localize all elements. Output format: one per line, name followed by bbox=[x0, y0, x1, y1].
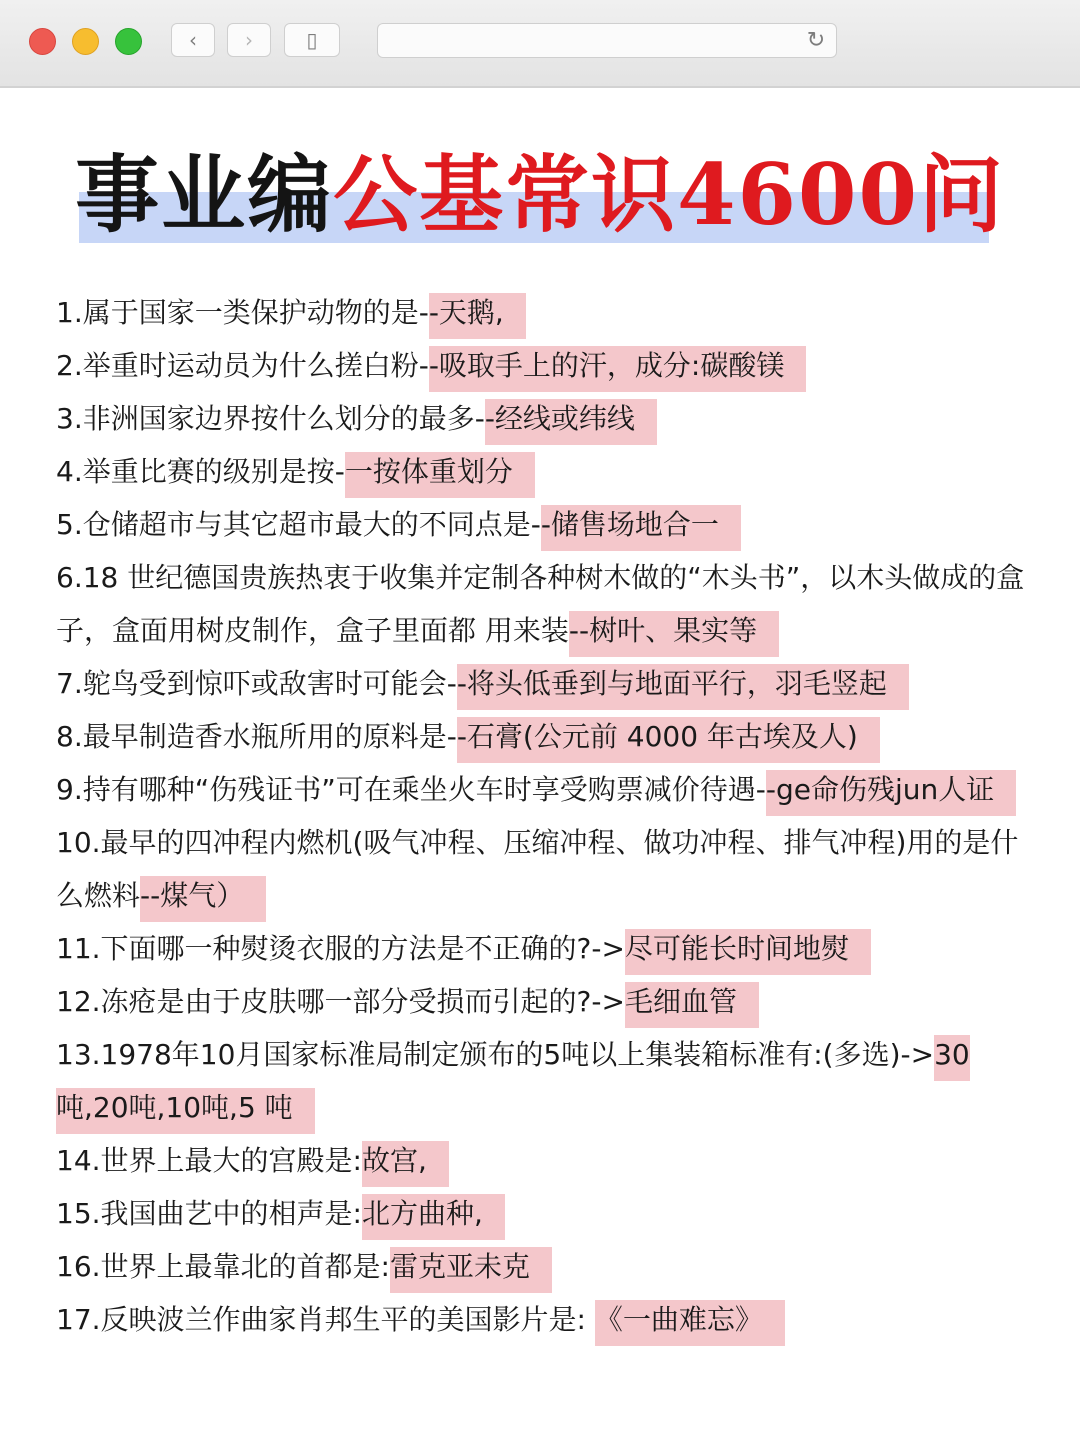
browser-toolbar bbox=[0, 0, 1080, 88]
answer-highlight: 《一曲难忘》 bbox=[595, 1300, 785, 1346]
answer-highlight: 故宫, bbox=[362, 1141, 449, 1187]
question-text: 3.非洲国家边界按什么划分的最多- bbox=[56, 402, 485, 435]
qa-item bbox=[56, 392, 1026, 445]
qa-item bbox=[56, 975, 1026, 1028]
answer-highlight: --煤气） bbox=[140, 876, 266, 922]
question-text: 11.下面哪一种熨烫衣服的方法是不正确的?-> bbox=[56, 932, 625, 965]
title-part-black: 事业编 bbox=[75, 145, 334, 244]
qa-item bbox=[56, 1187, 1026, 1240]
zoom-window-button[interactable] bbox=[115, 28, 142, 55]
minimize-window-button[interactable] bbox=[72, 28, 99, 55]
reload-icon: ↻ bbox=[806, 28, 826, 53]
question-text: 17.反映波兰作曲家肖邦生平的美国影片是: bbox=[56, 1303, 595, 1336]
answer-highlight: -将头低垂到与地面平行，羽毛竖起 bbox=[457, 664, 909, 710]
close-window-button[interactable] bbox=[29, 28, 56, 55]
chevron-right-icon: › bbox=[245, 28, 253, 52]
question-text: 16.世界上最靠北的首都是: bbox=[56, 1250, 390, 1283]
qa-item bbox=[56, 763, 1026, 816]
question-text: 6.18 世纪德国贵族热衷于收集并定制各种树木做的“木头书”，以木头做成的盒子，盒面用树皮制作，盒子里面都 用来装 bbox=[56, 561, 1025, 647]
qa-item bbox=[56, 1134, 1026, 1187]
qa-item bbox=[56, 445, 1026, 498]
answer-highlight: -吸取手上的汗，成分:碳酸镁 bbox=[429, 346, 807, 392]
answer-highlight: -储售场地合一 bbox=[541, 505, 741, 551]
question-text: 2.举重时运动员为什么搓白粉- bbox=[56, 349, 429, 382]
answer-highlight: 毛细血管 bbox=[625, 982, 759, 1028]
question-text: 5.仓储超市与其它超市最大的不同点是- bbox=[56, 508, 541, 541]
answer-highlight: --树叶、果实等 bbox=[569, 611, 779, 657]
page-title bbox=[0, 140, 1080, 250]
answer-highlight: -石膏(公元前 4000 年古埃及人) bbox=[457, 717, 880, 763]
qa-item bbox=[56, 922, 1026, 975]
answer-highlight: -天鹅, bbox=[429, 293, 526, 339]
qa-item bbox=[56, 710, 1026, 763]
question-text: 8.最早制造香水瓶所用的原料是- bbox=[56, 720, 457, 753]
question-text: 13.1978年10月国家标准局制定颁布的5吨以上集装箱标准有:(多选)-> bbox=[56, 1038, 935, 1071]
qa-item bbox=[56, 816, 1026, 922]
forward-button[interactable] bbox=[227, 23, 271, 57]
answer-highlight: -经线或纬线 bbox=[485, 399, 657, 445]
answer-highlight: 雷克亚未克 bbox=[390, 1247, 552, 1293]
qa-item bbox=[56, 657, 1026, 710]
address-bar[interactable] bbox=[377, 23, 837, 58]
question-text: 10.最早的四冲程内燃机(吸气冲程、压缩冲程、做功冲程、排气冲程)用的是什么燃料 bbox=[56, 826, 1019, 912]
answer-highlight: 尽可能长时间地熨 bbox=[625, 929, 871, 975]
answer-highlight: 北方曲种, bbox=[362, 1194, 505, 1240]
question-text: 7.鸵鸟受到惊吓或敌害时可能会- bbox=[56, 667, 457, 700]
qa-item bbox=[56, 286, 1026, 339]
answer-highlight: 一按体重划分 bbox=[345, 452, 535, 498]
answer-highlight: -ge命伤残jun人证 bbox=[766, 770, 1016, 816]
question-text: 4.举重比赛的级别是按- bbox=[56, 455, 345, 488]
qa-item bbox=[56, 339, 1026, 392]
sidebar-toggle-button[interactable] bbox=[284, 23, 340, 57]
back-button[interactable] bbox=[171, 23, 215, 57]
reload-button[interactable] bbox=[804, 24, 828, 57]
qa-item bbox=[56, 1028, 1026, 1134]
qa-item bbox=[56, 1240, 1026, 1293]
question-text: 12.冻疮是由于皮肤哪一部分受损而引起的?-> bbox=[56, 985, 625, 1018]
question-text: 15.我国曲艺中的相声是: bbox=[56, 1197, 362, 1230]
qa-item bbox=[56, 1293, 1026, 1346]
title-part-red: 公基常识4600问 bbox=[333, 145, 1005, 244]
qa-item bbox=[56, 551, 1026, 657]
sidebar-icon: ▯ bbox=[306, 28, 318, 52]
question-text: 14.世界上最大的宫殿是: bbox=[56, 1144, 362, 1177]
chevron-left-icon: ‹ bbox=[189, 28, 197, 52]
qa-list bbox=[56, 286, 1026, 1346]
question-text: 9.持有哪种“伤残证书”可在乘坐火车时享受购票减价待遇- bbox=[56, 773, 766, 806]
qa-item bbox=[56, 498, 1026, 551]
answer-highlight: 30吨,20吨,10吨,5 吨 bbox=[56, 1035, 970, 1134]
question-text: 1.属于国家一类保护动物的是- bbox=[56, 296, 429, 329]
